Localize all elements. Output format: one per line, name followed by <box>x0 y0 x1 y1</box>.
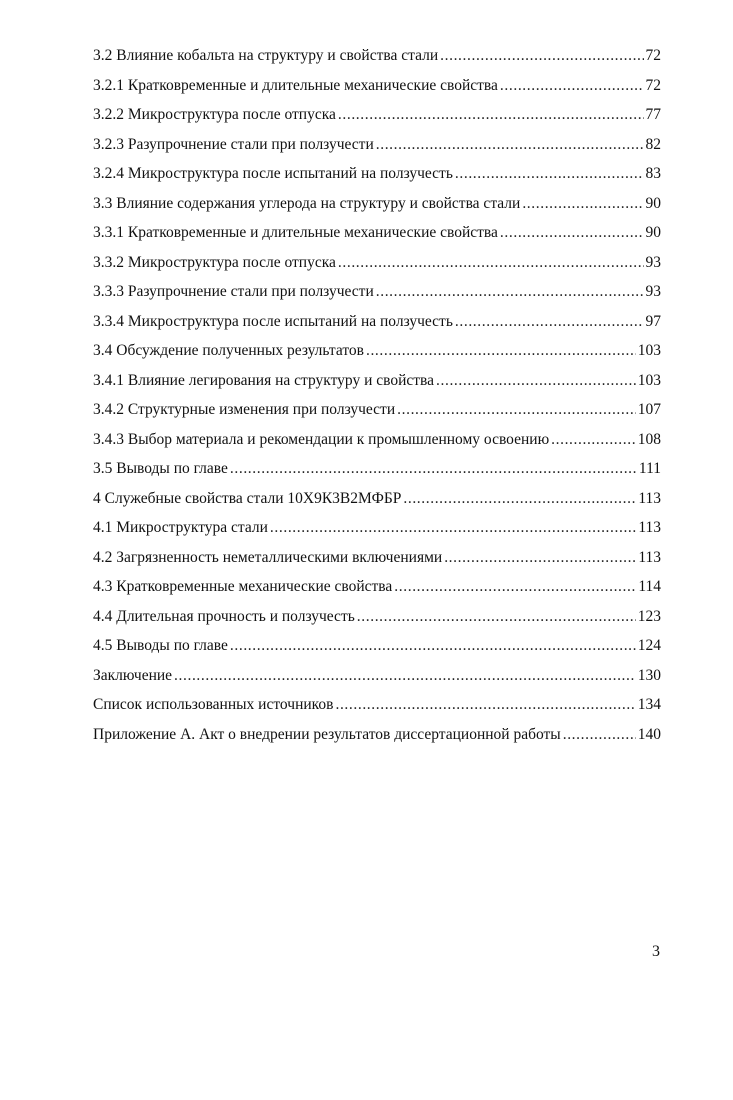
toc-entry <box>93 46 661 76</box>
toc-entry-page: 77 <box>645 106 661 123</box>
toc-entry-page: 123 <box>637 607 661 625</box>
toc-entry-title: 4.1 Микроструктура стали <box>93 519 268 536</box>
toc-dot-leader <box>394 577 636 597</box>
toc-entry-page: 103 <box>637 342 661 359</box>
toc-entry-title: Приложение А. Акт о внедрении результатов диссертационной работы <box>93 725 561 743</box>
toc-dot-leader <box>397 400 636 420</box>
toc-dot-leader <box>174 666 636 686</box>
toc-entry-title: 3.2.3 Разупрочнение стали при ползучести <box>93 135 374 153</box>
toc-entry-title: 4.2 Загрязненность неметаллическими включениями <box>93 548 443 566</box>
toc-entry <box>93 194 661 224</box>
toc-entry-page: 113 <box>638 548 661 566</box>
toc-entry-title: 3.2.2 Микроструктура после отпуска <box>93 106 336 123</box>
toc-entry <box>93 105 661 135</box>
toc-entry-title: 3.5 Выводы по главе <box>93 460 228 477</box>
toc-entry <box>93 725 661 755</box>
toc-entry-page: 97 <box>645 312 661 330</box>
toc-entry <box>93 489 661 519</box>
toc-entry-title: 4.4 Длительная прочность и ползучесть <box>93 607 355 625</box>
toc-dot-leader <box>444 548 636 568</box>
toc-entry <box>93 76 661 106</box>
toc-entry <box>93 164 661 194</box>
toc-entry-title: 4.3 Кратковременные механические свойства <box>93 578 393 595</box>
toc-dot-leader <box>357 607 636 627</box>
toc-entry-title: 3.4.3 Выбор материала и рекомендации к промышленному освоению <box>93 430 550 448</box>
toc-entry-page: 113 <box>638 519 661 536</box>
toc-entry-page: 82 <box>645 135 661 153</box>
toc-entry-title: Заключение <box>93 666 173 684</box>
page-number: 3 <box>652 943 660 960</box>
toc-entry-page: 124 <box>637 637 661 654</box>
toc-entry <box>93 459 661 489</box>
toc-entry <box>93 341 661 371</box>
toc-entry-page: 83 <box>645 165 661 182</box>
toc-entry-page: 90 <box>645 194 661 212</box>
toc-dot-leader <box>335 695 635 715</box>
toc-entry-page: 90 <box>645 224 661 241</box>
toc-entry-title: 3.4.2 Структурные изменения при ползучести <box>93 401 396 418</box>
toc-entry-page: 108 <box>637 430 661 448</box>
toc-dot-leader <box>522 194 643 214</box>
toc-entry-title: 3.3.1 Кратковременные и длительные механические свойства <box>93 224 498 241</box>
toc-entry-page: 140 <box>637 725 661 743</box>
toc-entry <box>93 135 661 165</box>
toc-entry <box>93 636 661 666</box>
toc-dot-leader <box>376 282 644 302</box>
toc-entry <box>93 607 661 637</box>
toc-dot-leader <box>230 636 636 656</box>
toc-entry-page: 130 <box>637 666 661 684</box>
toc-entry-page: 113 <box>638 489 661 507</box>
toc-entry-title: 3.3 Влияние содержания углерода на структуру и свойства стали <box>93 194 521 212</box>
toc-dot-leader <box>230 459 637 479</box>
toc-dot-leader <box>440 46 643 66</box>
toc-entry <box>93 400 661 430</box>
toc-entry-title: Список использованных источников <box>93 696 334 713</box>
toc-entry-page: 107 <box>637 401 661 418</box>
toc-entry-title: 3.3.4 Микроструктура после испытаний на ползучесть <box>93 312 453 330</box>
toc-entry-page: 72 <box>645 47 661 64</box>
toc-dot-leader <box>403 489 636 509</box>
toc-entry <box>93 518 661 548</box>
toc-entry <box>93 223 661 253</box>
toc-entry-page: 93 <box>645 283 661 300</box>
toc-dot-leader <box>376 135 644 155</box>
toc-entry-page: 103 <box>637 371 661 389</box>
toc-entry-title: 3.3.3 Разупрочнение стали при ползучести <box>93 283 374 300</box>
toc-dot-leader <box>366 341 636 361</box>
toc-entry <box>93 312 661 342</box>
toc-entry <box>93 282 661 312</box>
table-of-contents <box>93 46 661 754</box>
toc-dot-leader <box>436 371 636 391</box>
toc-dot-leader <box>563 725 636 745</box>
toc-entry-page: 134 <box>637 696 661 713</box>
toc-dot-leader <box>455 164 644 184</box>
toc-entry <box>93 371 661 401</box>
toc-entry <box>93 430 661 460</box>
toc-dot-leader <box>500 76 644 96</box>
toc-entry-page: 114 <box>638 578 661 595</box>
toc-entry-title: 3.2.4 Микроструктура после испытаний на ползучесть <box>93 165 453 182</box>
toc-entry-page: 72 <box>645 76 661 94</box>
toc-entry <box>93 666 661 696</box>
toc-entry-title: 3.2.1 Кратковременные и длительные механические свойства <box>93 76 498 94</box>
toc-entry-page: 111 <box>638 460 661 477</box>
toc-dot-leader <box>338 253 644 273</box>
toc-entry-title: 4.5 Выводы по главе <box>93 637 228 654</box>
toc-entry <box>93 253 661 283</box>
toc-dot-leader <box>500 223 644 243</box>
toc-entry <box>93 577 661 607</box>
toc-entry <box>93 695 661 725</box>
toc-dot-leader <box>338 105 644 125</box>
toc-entry-title: 3.2 Влияние кобальта на структуру и свойства стали <box>93 47 439 64</box>
toc-entry-title: 3.3.2 Микроструктура после отпуска <box>93 253 336 271</box>
toc-entry-page: 93 <box>645 253 661 271</box>
toc-dot-leader <box>270 518 636 538</box>
toc-entry-title: 3.4.1 Влияние легирования на структуру и свойства <box>93 371 435 389</box>
toc-dot-leader <box>551 430 636 450</box>
toc-entry <box>93 548 661 578</box>
toc-entry-title: 3.4 Обсуждение полученных результатов <box>93 342 364 359</box>
toc-dot-leader <box>455 312 644 332</box>
toc-entry-title: 4 Служебные свойства стали 10Х9К3В2МФБР <box>93 489 402 507</box>
